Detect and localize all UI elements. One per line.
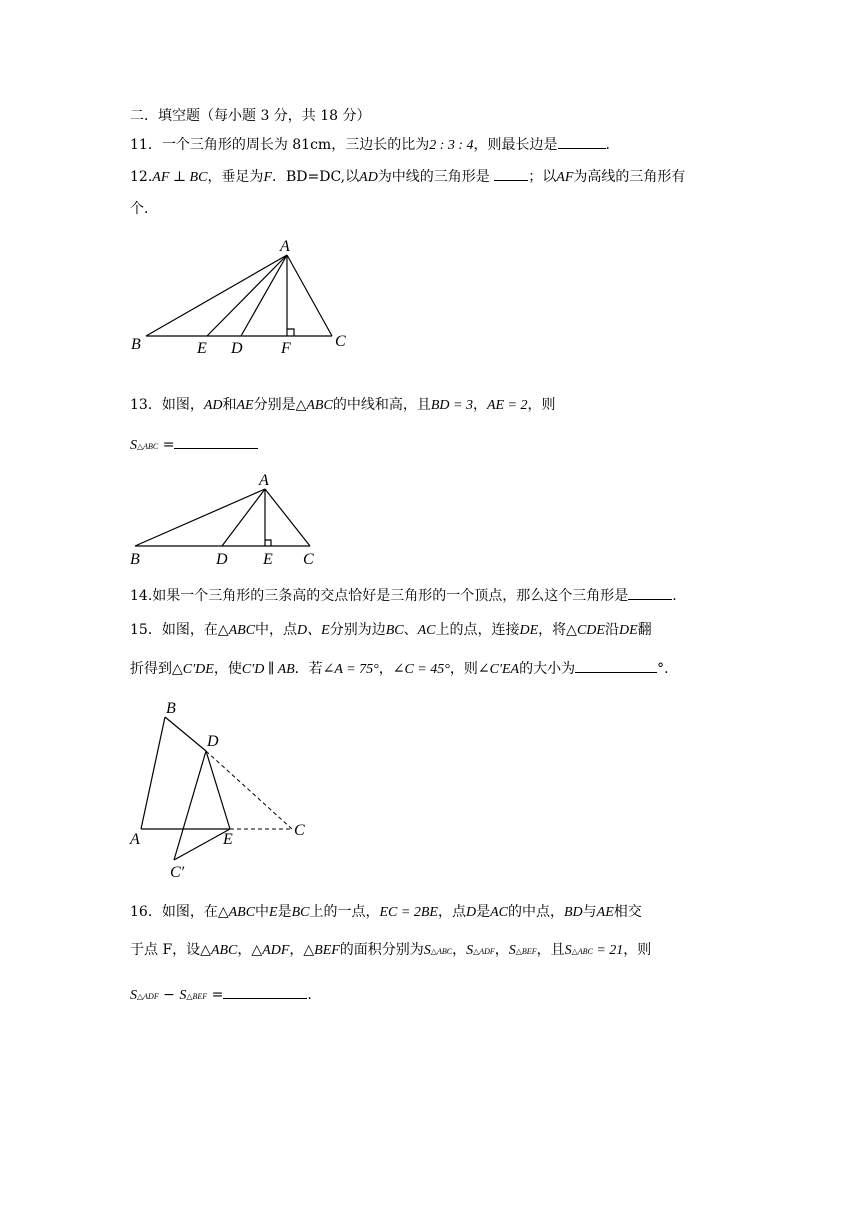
q15-text-f: 沿 bbox=[604, 622, 619, 638]
q15-cpde: △C′DE bbox=[172, 662, 214, 677]
q16-line2-b: 的面积分别为 bbox=[339, 942, 424, 958]
q13-ae: AE bbox=[236, 398, 254, 413]
q16-s3: S bbox=[508, 943, 516, 958]
question-12-line-2: 个． bbox=[130, 201, 158, 217]
q15-line2-c: ．若 bbox=[294, 661, 323, 677]
q12-segment-ab bbox=[146, 255, 287, 336]
q15-text-b: 分别为边 bbox=[329, 622, 386, 638]
q13-label-c: C bbox=[303, 551, 314, 568]
q16-text-c: 上的一点， bbox=[309, 904, 380, 920]
q13-s: S bbox=[130, 438, 137, 453]
q12-label-b: B bbox=[131, 336, 141, 353]
q15-line2-d: ， bbox=[378, 661, 393, 677]
q16-ae: AE bbox=[596, 905, 614, 920]
q15-parallel: C′D ∥ AB bbox=[241, 662, 295, 677]
q15-angle-c: ∠C = 45° bbox=[392, 662, 450, 677]
q15-line2-e: ，则 bbox=[449, 661, 478, 677]
q16-s4-sub: △ABC bbox=[571, 947, 593, 956]
q16-line2-c: ，且 bbox=[536, 942, 565, 958]
q13-label-e: E bbox=[263, 551, 273, 568]
q13-text-a: 和 bbox=[222, 397, 237, 413]
q12-label-c: C bbox=[335, 333, 346, 350]
q16-bd: BD bbox=[563, 905, 583, 920]
q12-segment-ae bbox=[207, 255, 287, 336]
q12-text-a: ，垂足为 bbox=[207, 169, 264, 185]
q15-label-d: D bbox=[207, 733, 219, 750]
q16-tri: △ABC bbox=[217, 905, 256, 920]
q16-line3-s2-sub: △BEF bbox=[186, 992, 208, 1001]
q12-text-b: ．BD=DC,以 bbox=[272, 169, 360, 185]
q16-s2-sub: △ADF bbox=[473, 947, 495, 956]
q16-text-b: 是 bbox=[277, 904, 292, 920]
q15-de: DE bbox=[519, 623, 539, 638]
q16-bc: BC bbox=[291, 905, 310, 920]
question-16-line-2: 于点 F，设△ABC，△ADF，△BEF的面积分别为S△ABC，S△ADF，S△BEF，且S△ABC = 21，则 bbox=[130, 942, 652, 958]
q16-e: E bbox=[269, 905, 278, 920]
question-15-line-2 bbox=[130, 658, 678, 680]
q11-text-a: 一个三角形的周长为 81cm，三边长的比为 bbox=[161, 137, 430, 153]
question-13-line-2 bbox=[130, 434, 258, 457]
q13-s-sub: △ABC bbox=[137, 442, 159, 451]
q15-label-a: A bbox=[130, 831, 140, 848]
q11-end: . bbox=[605, 137, 610, 153]
q16-text-g: 与 bbox=[582, 904, 597, 920]
q16-s1: S bbox=[423, 943, 431, 958]
q13-ae-value: AE = 2 bbox=[486, 398, 528, 413]
q13-text-b: 分别是 bbox=[253, 397, 296, 413]
q16-s3-sub: △BEF bbox=[515, 947, 537, 956]
q15-label-c: C bbox=[294, 822, 305, 839]
q13-right-angle-mark bbox=[265, 540, 271, 546]
q12-ad: AD bbox=[359, 170, 378, 185]
q15-label-e: E bbox=[223, 831, 233, 848]
q13-sep: ， bbox=[472, 397, 487, 413]
question-14 bbox=[130, 585, 677, 606]
q15-angle-cea: ∠C′EA bbox=[477, 662, 520, 677]
q12-segment-ad bbox=[241, 255, 287, 336]
question-16-line-1 bbox=[130, 902, 642, 923]
q16-text-f: 的中点， bbox=[507, 904, 564, 920]
q15-segment-bd bbox=[165, 717, 206, 751]
q15-de2: DE bbox=[618, 623, 638, 638]
q15-segment-ab bbox=[141, 717, 165, 829]
q15-dashed-dc bbox=[206, 751, 292, 829]
q15-answer-blank[interactable] bbox=[575, 658, 657, 673]
q12-af: AF bbox=[556, 170, 574, 185]
q16-line3-s2: S bbox=[179, 988, 187, 1003]
q13-label-d: D bbox=[216, 551, 228, 568]
q15-segment-ec-prime bbox=[174, 829, 230, 860]
q16-minus: − bbox=[158, 987, 180, 1003]
q11-answer-blank[interactable] bbox=[558, 134, 606, 149]
q11-number: 11． bbox=[130, 137, 162, 153]
q13-answer-blank[interactable] bbox=[174, 434, 258, 449]
q16-tri3: △BEF bbox=[303, 943, 340, 958]
q16-line3-s1: S bbox=[130, 988, 137, 1003]
q14-answer-blank[interactable] bbox=[628, 585, 672, 600]
q13-text-c: 的中线和高，且 bbox=[332, 397, 431, 413]
q13-segment-ad bbox=[222, 489, 265, 546]
q14-end: . bbox=[672, 588, 677, 604]
q16-eq21: = 21 bbox=[592, 943, 624, 958]
q12-text-d: ；以 bbox=[528, 169, 557, 185]
q16-line3-eq: = bbox=[207, 987, 224, 1003]
q12-text-e: 为高线的三角形有 bbox=[573, 169, 686, 185]
q16-s1-sub: △ABC bbox=[430, 947, 453, 956]
q16-d: D bbox=[465, 905, 477, 920]
q11-text-b: ，则最长边是 bbox=[473, 137, 558, 153]
q15-ac: AC bbox=[417, 623, 436, 638]
q13-segment-ab bbox=[135, 489, 265, 546]
q16-text-h: 相交 bbox=[613, 904, 642, 920]
q15-angle-a: ∠A = 75° bbox=[322, 662, 379, 677]
q15-line2-f: 的大小为 bbox=[519, 661, 576, 677]
question-12-line-1 bbox=[130, 166, 685, 188]
q13-segment-ac bbox=[265, 489, 310, 546]
q15-segment-dc-prime bbox=[174, 751, 206, 860]
q16-sep2: ， bbox=[289, 942, 304, 958]
q11-ratio: 2 : 3 : 4 bbox=[429, 138, 474, 153]
q15-label-c-prime: C′ bbox=[170, 864, 185, 881]
q12-label-f: F bbox=[281, 340, 291, 357]
q16-line2-d: ，则 bbox=[623, 942, 652, 958]
q16-answer-blank[interactable] bbox=[223, 984, 307, 999]
q15-cde: △CDE bbox=[566, 623, 605, 638]
q12-cond: AF ⊥ BC bbox=[152, 170, 208, 185]
q15-tri: △ABC bbox=[217, 623, 256, 638]
q16-line3-s1-sub: △ADF bbox=[137, 992, 159, 1001]
q13-bd: BD = 3 bbox=[430, 398, 473, 413]
q13-label-a: A bbox=[259, 472, 269, 489]
q13-label-b: B bbox=[130, 551, 140, 568]
q16-ac: AC bbox=[490, 905, 508, 920]
q15-bc: BC bbox=[385, 623, 404, 638]
q12-label-a: A bbox=[280, 238, 290, 255]
q15-text-g: 翻 bbox=[637, 622, 652, 638]
q16-sep1: ， bbox=[237, 942, 252, 958]
question-11 bbox=[130, 134, 610, 156]
q15-segment-de bbox=[206, 751, 230, 829]
q13-tri: △ABC bbox=[295, 398, 333, 413]
q16-text-e: 是 bbox=[476, 904, 491, 920]
question-15-line-1 bbox=[130, 620, 652, 641]
q12-f: F bbox=[263, 170, 272, 185]
q15-line2-b: ，使 bbox=[213, 661, 242, 677]
question-16-line-3 bbox=[130, 984, 312, 1007]
section-title: 二．填空题（每小题 3 分，共 18 分） bbox=[130, 108, 371, 124]
q12-answer-blank-1[interactable] bbox=[494, 166, 528, 181]
q16-tri1: △ABC bbox=[200, 943, 238, 958]
q15-text-c: 、 bbox=[403, 622, 418, 638]
q13-eq: = bbox=[158, 437, 175, 453]
q15-text-e: ，将 bbox=[538, 622, 567, 638]
q16-text-d: ，点 bbox=[437, 904, 466, 920]
q16-s4: S bbox=[564, 943, 572, 958]
q16-text-a: 中 bbox=[255, 904, 270, 920]
q16-number: 16．如图，在 bbox=[130, 904, 218, 920]
q15-label-b: B bbox=[166, 700, 176, 717]
q16-ec: EC = 2BE bbox=[379, 905, 438, 920]
question-13-line-1 bbox=[130, 395, 556, 416]
q14-text: 14.如果一个三角形的三条高的交点恰好是三角形的一个顶点，那么这个三角形是 bbox=[130, 588, 629, 604]
q12-label-e: E bbox=[197, 340, 207, 357]
q12-right-angle-mark bbox=[287, 329, 294, 336]
q12-number: 12. bbox=[130, 169, 153, 185]
q15-de-points: D、E bbox=[297, 623, 330, 638]
q12-text-c: 为中线的三角形是 bbox=[377, 169, 490, 185]
q16-tri2: △ADF bbox=[251, 943, 290, 958]
q15-text-a: 中，点 bbox=[255, 622, 298, 638]
q13-number: 13．如图， bbox=[130, 397, 204, 413]
q16-end: . bbox=[307, 987, 312, 1003]
q16-s2: S bbox=[466, 943, 474, 958]
q15-text-d: 上的点，连接 bbox=[435, 622, 520, 638]
q13-ad: AD bbox=[203, 398, 223, 413]
q12-label-d: D bbox=[231, 340, 243, 357]
q12-segment-ac bbox=[287, 255, 332, 336]
q15-deg: °． bbox=[657, 661, 679, 677]
q13-text-d: ，则 bbox=[527, 397, 556, 413]
q15-line2-a: 折得到 bbox=[130, 661, 172, 677]
q15-number: 15．如图，在 bbox=[130, 622, 218, 638]
q16-line2-a: 于点 F，设 bbox=[130, 942, 201, 958]
